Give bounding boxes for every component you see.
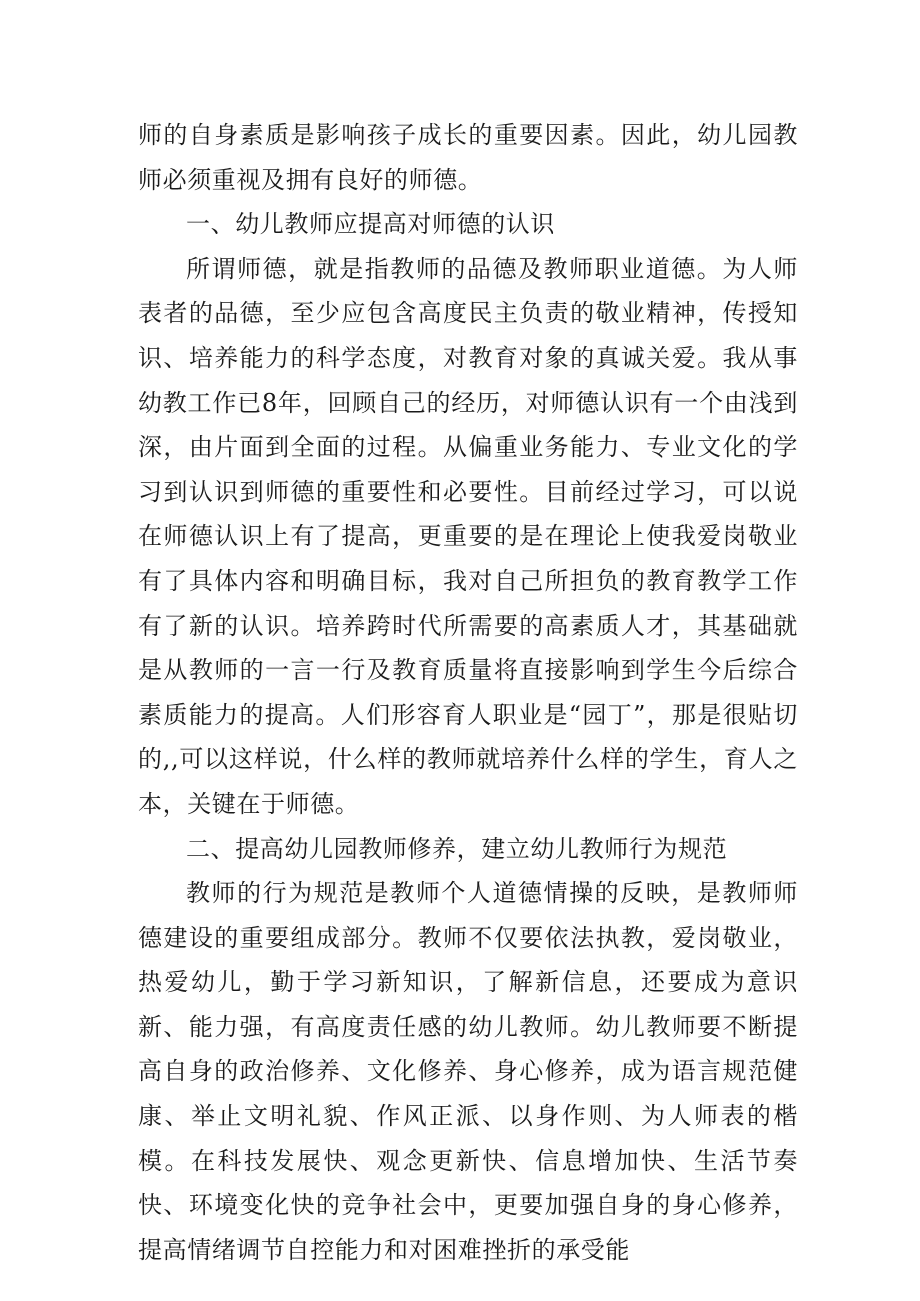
paragraph-section-1: 所谓师德，就是指教师的品德及教师职业道德。为人师表者的品德，至少应包含高度民主负责的敬业精神，传授知识、培养能力的科学态度，对教育对象的真诚关爱。我从事幼教工作已8年，回顾自己的经历，对师德认识有一个由浅到深，由片面到全面的过程。从偏重业务能力、专业文化的学习到认识到师德的重要性和必要性。目前经过学习，可以说在师德认识上有了提高，更重要的是在理论上使我爱岗敬业有了具体内容和明确目标，我对自己所担负的教育教学工作有了新的认识。培养跨时代所需要的高素质人才，其基础就是从教师的一言一行及教育质量将直接影响到学生今后综合素质能力的提高。人们形容育人职业是“园丁”，那是很贴切的,,可以这样说，什么样的教师就培养什么样的学生，育人之本，关键在于师德。: [138, 254, 798, 818]
section-heading-1: 一、幼儿教师应提高对师德的认识: [186, 210, 555, 239]
document-body: [138, 113, 798, 1272]
paragraph-intro-continued: 师的自身素质是影响孩子成长的重要因素。因此，幼儿园教师必须重视及拥有良好的师德。: [138, 121, 798, 194]
section-heading-2: 二、提高幼儿园教师修养，建立幼儿教师行为规范: [186, 834, 728, 863]
paragraph-section-2: 教师的行为规范是教师个人道德情操的反映，是教师师德建设的重要组成部分。教师不仅要依法执教，爱岗敬业，热爱幼儿，勤于学习新知识，了解新信息，还要成为意识新、能力强，有高度责任感的幼儿教师。幼儿教师要不断提高自身的政治修养、文化修养、身心修养，成为语言规范健康、举止文明礼貌、作风正派、以身作则、为人师表的楷模。在科技发展快、观念更新快、信息增加快、生活节奏快、环境变化快的竞争社会中，更要加强自身的身心修养，提高情绪调节自控能力和对困难挫折的承受能: [138, 879, 798, 1264]
